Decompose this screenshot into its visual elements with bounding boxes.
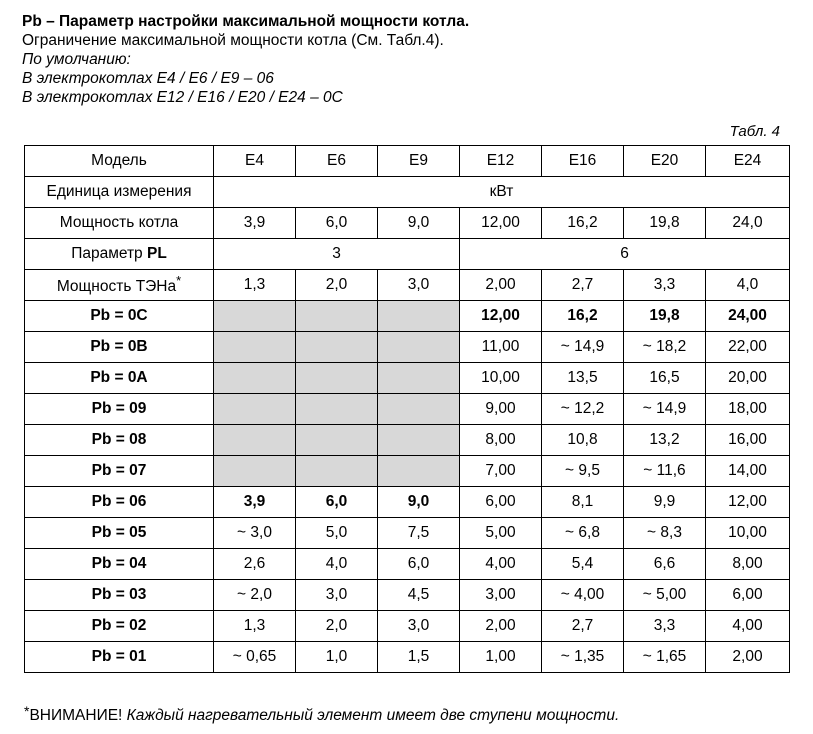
table-cell: 16,5 [624, 363, 706, 394]
disabled-cell [214, 425, 296, 456]
table-cell: ~ 14,9 [542, 332, 624, 363]
disabled-cell [378, 332, 460, 363]
table-cell: 4,00 [460, 549, 542, 580]
default-label: По умолчанию: [22, 51, 131, 68]
model-cell: E6 [296, 146, 378, 177]
row-label [25, 239, 214, 270]
table-cell: 12,00 [706, 487, 790, 518]
table-cell: 16,00 [706, 425, 790, 456]
table-cell: 4,5 [378, 580, 460, 611]
table-cell: 2,00 [460, 270, 542, 301]
table-cell: 14,00 [706, 456, 790, 487]
table-cell: ~ 1,35 [542, 642, 624, 673]
table-cell: 13,2 [624, 425, 706, 456]
row-label: Единица измерения [25, 177, 214, 208]
pb-row [25, 487, 790, 518]
table-cell: 8,00 [706, 549, 790, 580]
table-cell: 9,0 [378, 487, 460, 518]
pb-label: Pb = 0B [25, 332, 214, 363]
table-cell: 3,9 [214, 487, 296, 518]
table-cell: 3,0 [378, 270, 460, 301]
pb-label: Pb = 07 [25, 456, 214, 487]
table-cell: 9,00 [460, 394, 542, 425]
pl-value-small: 3 [214, 239, 460, 270]
table-header-row [25, 146, 790, 177]
table-cell: 2,6 [214, 549, 296, 580]
table-cell: ~ 8,3 [624, 518, 706, 549]
default-line-1: В электрокотлах E4 / E6 / E9 – 06 [22, 70, 274, 87]
default-line-2: В электрокотлах E12 / E16 / E20 / E24 – 0C [22, 89, 343, 106]
table-cell: 16,2 [542, 301, 624, 332]
footer-text: Каждый нагревательный элемент имеет две ступени мощности. [126, 707, 620, 724]
table-cell: 20,00 [706, 363, 790, 394]
header-cell: Модель [25, 146, 214, 177]
pb-label: Pb = 0C [25, 301, 214, 332]
table-cell: ~ 5,00 [624, 580, 706, 611]
disabled-cell [214, 363, 296, 394]
model-cell: E12 [460, 146, 542, 177]
table-cell: ~ 2,0 [214, 580, 296, 611]
pb-row [25, 394, 790, 425]
disabled-cell [214, 456, 296, 487]
page-header [22, 12, 469, 107]
pl-label-bold: PL [146, 245, 167, 262]
disabled-cell [296, 394, 378, 425]
disabled-cell [378, 394, 460, 425]
disabled-cell [296, 363, 378, 394]
power-row [25, 208, 790, 239]
ten-row [25, 270, 790, 301]
table-cell: 6,0 [296, 208, 378, 239]
footer-note [24, 703, 619, 725]
table-cell: 11,00 [460, 332, 542, 363]
table-body [25, 146, 790, 673]
table-cell: ~ 3,0 [214, 518, 296, 549]
table-cell: 6,00 [460, 487, 542, 518]
disabled-cell [378, 363, 460, 394]
footer-star: * [24, 703, 30, 719]
pb-row [25, 456, 790, 487]
footer-warning: ВНИМАНИЕ! [29, 707, 127, 724]
pb-row [25, 642, 790, 673]
disabled-cell [214, 394, 296, 425]
table-cell: 6,6 [624, 549, 706, 580]
table-cell: 7,5 [378, 518, 460, 549]
pb-row [25, 549, 790, 580]
document-title: Pb – Параметр настройки максимальной мощности котла. [22, 13, 470, 30]
table-cell: ~ 14,9 [624, 394, 706, 425]
table-cell: ~ 12,2 [542, 394, 624, 425]
pb-row [25, 301, 790, 332]
disabled-cell [296, 301, 378, 332]
table-cell: 9,9 [624, 487, 706, 518]
ten-star: * [176, 273, 182, 289]
row-label: Мощность котла [25, 208, 214, 239]
table-cell: ~ 9,5 [542, 456, 624, 487]
disabled-cell [378, 456, 460, 487]
disabled-cell [296, 332, 378, 363]
table-cell: 2,00 [460, 611, 542, 642]
ten-label: Мощность ТЭНа [56, 278, 177, 296]
model-cell: E16 [542, 146, 624, 177]
table-cell: 10,00 [706, 518, 790, 549]
model-cell: E20 [624, 146, 706, 177]
disabled-cell [296, 456, 378, 487]
table-cell: 4,0 [706, 270, 790, 301]
disabled-cell [296, 425, 378, 456]
table-cell: 7,00 [460, 456, 542, 487]
disabled-cell [214, 301, 296, 332]
table-cell: 24,00 [706, 301, 790, 332]
table-cell: 3,00 [460, 580, 542, 611]
model-cell: E24 [706, 146, 790, 177]
table-cell: 5,0 [296, 518, 378, 549]
table-cell: 3,3 [624, 270, 706, 301]
table-cell: 1,0 [296, 642, 378, 673]
pb-label: Pb = 05 [25, 518, 214, 549]
pb-row [25, 580, 790, 611]
pb-row [25, 425, 790, 456]
pb-row [25, 363, 790, 394]
pb-label: Pb = 04 [25, 549, 214, 580]
table-cell: ~ 11,6 [624, 456, 706, 487]
unit-value: кВт [214, 177, 790, 208]
table-cell: 18,00 [706, 394, 790, 425]
table-cell: 3,0 [378, 611, 460, 642]
table-cell: 8,00 [460, 425, 542, 456]
table-cell: 22,00 [706, 332, 790, 363]
row-label [25, 270, 214, 301]
table-cell: 2,0 [296, 270, 378, 301]
table-caption: Табл. 4 [729, 123, 780, 140]
document-subtitle: Ограничение максимальной мощности котла (См. Табл.4). [22, 32, 444, 49]
table-cell: 2,00 [706, 642, 790, 673]
table-cell: 3,9 [214, 208, 296, 239]
table-cell: ~ 18,2 [624, 332, 706, 363]
table-cell: 2,7 [542, 611, 624, 642]
table-cell: 13,5 [542, 363, 624, 394]
table-cell: 3,3 [624, 611, 706, 642]
pb-row [25, 611, 790, 642]
table-cell: 6,00 [706, 580, 790, 611]
table-cell: 16,2 [542, 208, 624, 239]
table-cell: 1,3 [214, 270, 296, 301]
table-cell: 1,5 [378, 642, 460, 673]
power-table [24, 145, 790, 673]
table-cell: 5,00 [460, 518, 542, 549]
pb-label: Pb = 02 [25, 611, 214, 642]
table-cell: 1,00 [460, 642, 542, 673]
table-cell: 3,0 [296, 580, 378, 611]
table-cell: 19,8 [624, 301, 706, 332]
table-cell: 9,0 [378, 208, 460, 239]
table-cell: 12,00 [460, 208, 542, 239]
pb-label: Pb = 09 [25, 394, 214, 425]
pl-value-large: 6 [460, 239, 790, 270]
model-cell: E4 [214, 146, 296, 177]
table-cell: 19,8 [624, 208, 706, 239]
disabled-cell [378, 425, 460, 456]
table-cell: ~ 0,65 [214, 642, 296, 673]
table-cell: 4,0 [296, 549, 378, 580]
table-cell: 6,0 [378, 549, 460, 580]
table-cell: 12,00 [460, 301, 542, 332]
pb-label: Pb = 0A [25, 363, 214, 394]
table-cell: 6,0 [296, 487, 378, 518]
pb-label: Pb = 08 [25, 425, 214, 456]
pb-row [25, 518, 790, 549]
pb-row [25, 332, 790, 363]
disabled-cell [378, 301, 460, 332]
unit-row [25, 177, 790, 208]
table-cell: ~ 4,00 [542, 580, 624, 611]
table-cell: 2,7 [542, 270, 624, 301]
pb-label: Pb = 01 [25, 642, 214, 673]
pb-label: Pb = 06 [25, 487, 214, 518]
table-cell: 5,4 [542, 549, 624, 580]
table-cell: 8,1 [542, 487, 624, 518]
table-cell: ~ 6,8 [542, 518, 624, 549]
table-cell: 1,3 [214, 611, 296, 642]
table-cell: 10,00 [460, 363, 542, 394]
table-cell: 10,8 [542, 425, 624, 456]
table-cell: 4,00 [706, 611, 790, 642]
pl-label-prefix: Параметр [71, 245, 147, 262]
pb-label: Pb = 03 [25, 580, 214, 611]
table-cell: 24,0 [706, 208, 790, 239]
pl-row [25, 239, 790, 270]
table-cell: ~ 1,65 [624, 642, 706, 673]
table-cell: 2,0 [296, 611, 378, 642]
disabled-cell [214, 332, 296, 363]
model-cell: E9 [378, 146, 460, 177]
